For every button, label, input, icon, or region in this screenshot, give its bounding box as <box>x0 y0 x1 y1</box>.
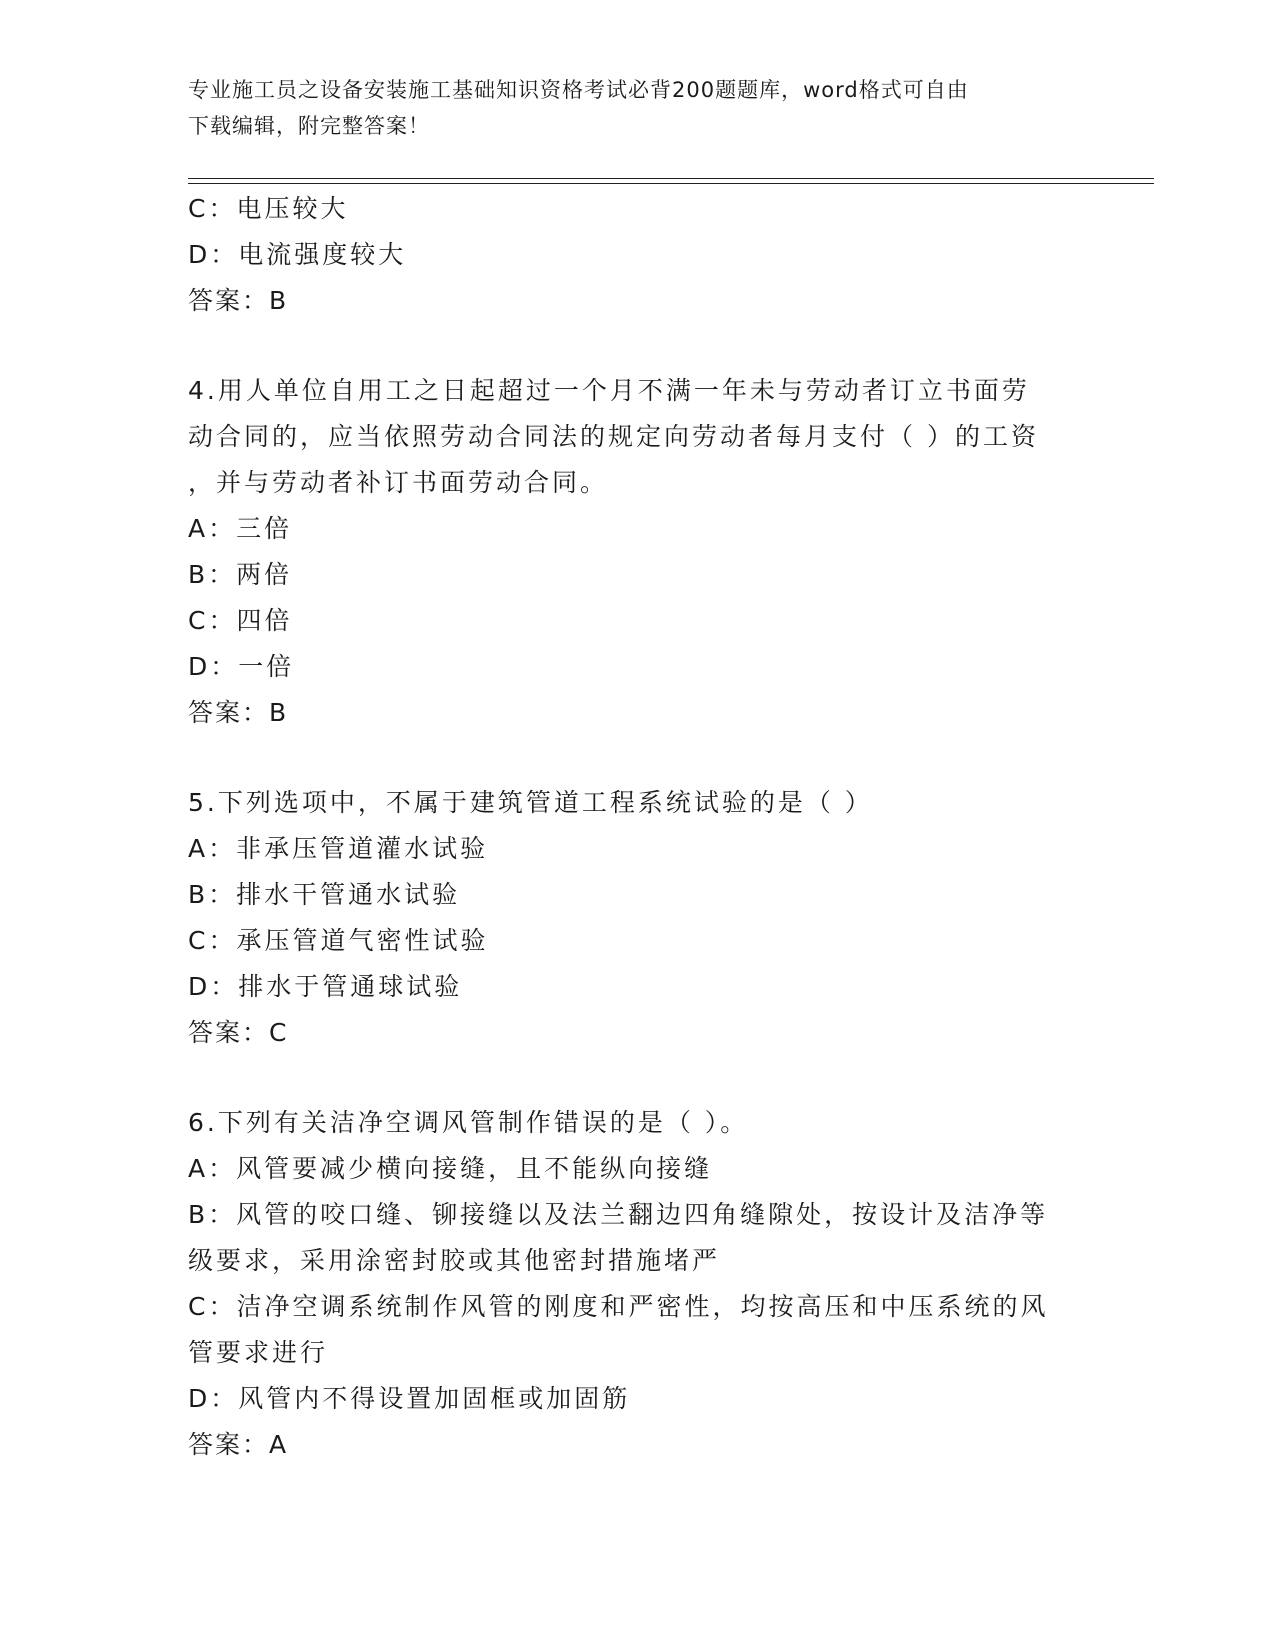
q4-stem-line-1: 4.用人单位自用工之日起超过一个月不满一年未与劳动者订立书面劳 <box>188 376 1030 405</box>
q4-stem-line-3: ，并与劳动者补订书面劳动合同。 <box>188 468 609 497</box>
q4-option-d: D：一倍 <box>188 652 295 681</box>
q6-option-a: A：风管要减少横向接缝，且不能纵向接缝 <box>188 1154 713 1183</box>
question-4-block <box>188 368 1088 736</box>
question-5-block <box>188 780 1088 1056</box>
document-header <box>188 72 1068 144</box>
question-list <box>188 186 1088 1468</box>
spacer <box>188 736 1088 780</box>
q3-option-d: D：电流强度较大 <box>188 240 407 269</box>
q5-option-b: B：排水干管通水试验 <box>188 880 461 909</box>
q5-option-c: C：承压管道气密性试验 <box>188 926 489 955</box>
question-3-block <box>188 186 1088 324</box>
q6-answer: 答案：A <box>188 1430 289 1459</box>
q3-option-c: C：电压较大 <box>188 194 349 223</box>
q6-option-c-line-2: 管要求进行 <box>188 1338 329 1367</box>
q5-option-a: A：非承压管道灌水试验 <box>188 834 489 863</box>
header-title-line-1: 专业施工员之设备安装施工基础知识资格考试必背200题题库，word格式可自由 <box>188 78 969 102</box>
q5-answer: 答案：C <box>188 1018 289 1047</box>
q5-option-d: D：排水于管通球试验 <box>188 972 463 1001</box>
spacer <box>188 1056 1088 1100</box>
header-divider-top <box>188 178 1154 179</box>
spacer <box>188 324 1088 368</box>
q6-stem-line-1: 6.下列有关洁净空调风管制作错误的是（ ）。 <box>188 1108 749 1137</box>
q3-answer: 答案：B <box>188 286 289 315</box>
header-title-line-2: 下载编辑，附完整答案！ <box>188 114 430 138</box>
q4-stem-line-2: 动合同的，应当依照劳动合同法的规定向劳动者每月支付（ ）的工资 <box>188 422 1039 451</box>
header-divider-bottom <box>188 183 1154 184</box>
q6-option-d: D：风管内不得设置加固框或加固筋 <box>188 1384 631 1413</box>
q6-option-b-line-1: B：风管的咬口缝、铆接缝以及法兰翻边四角缝隙处，按设计及洁净等 <box>188 1200 1049 1229</box>
q4-option-c: C：四倍 <box>188 606 293 635</box>
question-6-block <box>188 1100 1088 1468</box>
q4-answer: 答案：B <box>188 698 289 727</box>
q4-option-a: A：三倍 <box>188 514 293 543</box>
q5-stem-line-1: 5.下列选项中，不属于建筑管道工程系统试验的是（ ） <box>188 788 873 817</box>
q6-option-b-line-2: 级要求，采用涂密封胶或其他密封措施堵严 <box>188 1246 721 1275</box>
q6-option-c-line-1: C：洁净空调系统制作风管的刚度和严密性，均按高压和中压系统的风 <box>188 1292 1049 1321</box>
q4-option-b: B：两倍 <box>188 560 293 589</box>
